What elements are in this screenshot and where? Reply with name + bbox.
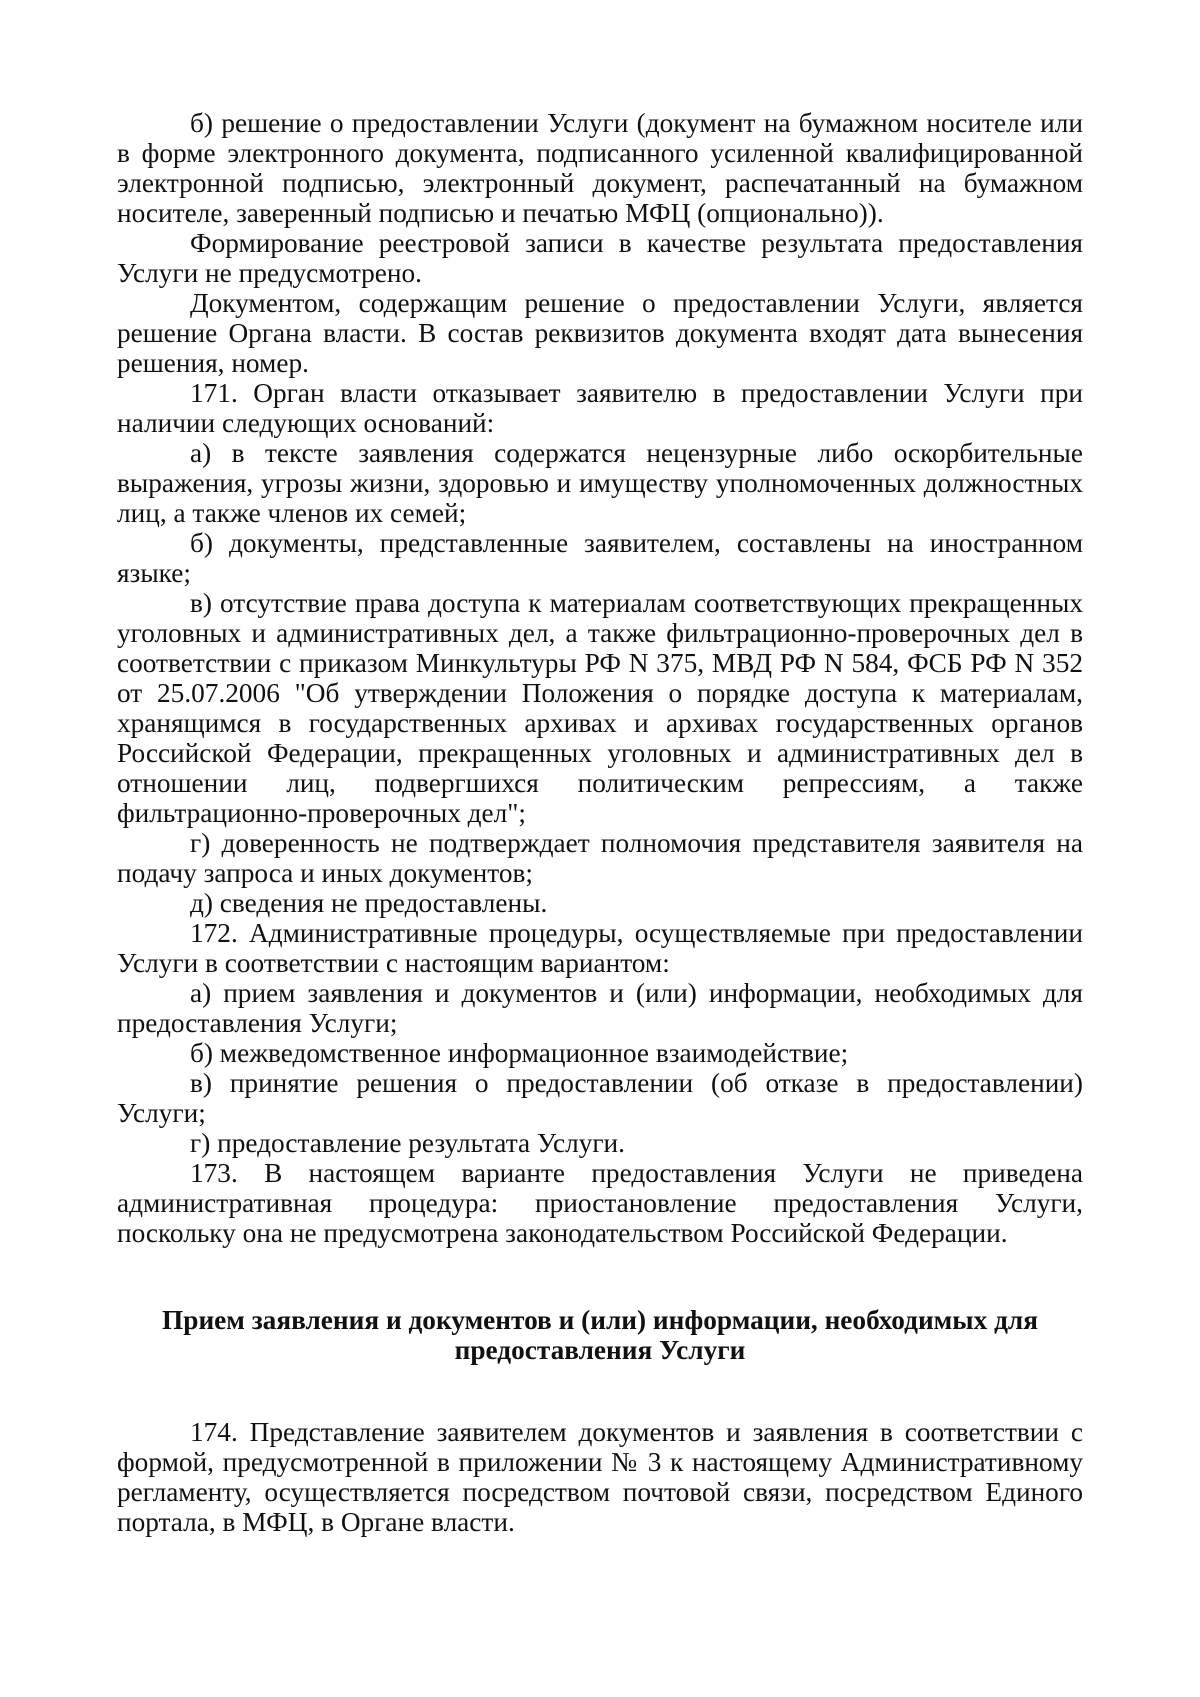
paragraph-172-a: а) прием заявления и документов и (или) информации, необходимых для предоставления Услуги; bbox=[117, 978, 1083, 1038]
section-heading-line-2: предоставления Услуги bbox=[454, 1335, 746, 1365]
paragraph-171-d: д) сведения не предоставлены. bbox=[190, 888, 548, 918]
document-page bbox=[117, 108, 1083, 1537]
paragraph-registry-record: Формирование реестровой записи в качестве результата предоставления Услуги не предусмотрено. bbox=[117, 228, 1083, 288]
paragraph-171-v: в) отсутствие права доступа к материалам соответствующих прекращенных уголовных и административных дел, а также фильтрационно-проверочных дел в соответствии с приказом Минкультуры РФ N 375, МВД РФ N 584, ФСБ РФ N 352 от 25.07.2006 "Об утверждении Положения о порядке доступа к материалам, хранящимся в государственных архивах и архивах государственных органов Российской Федерации, прекращенных уголовных и административных дел в отношении лиц, подвергшихся политическим репрессиям, а также фильтрационно-проверочных дел"; bbox=[117, 588, 1083, 828]
paragraph-decision-document: Документом, содержащим решение о предоставлении Услуги, является решение Органа власти. В состав реквизитов документа входят дата вынесения решения, номер. bbox=[117, 288, 1083, 378]
paragraph-173: 173. В настоящем варианте предоставления Услуги не приведена административная процедура: приостановление предоставления Услуги, поскольку она не предусмотрена законодательством Российской Федерации. bbox=[117, 1158, 1083, 1248]
paragraph-172-v: в) принятие решения о предоставлении (об отказе в предоставлении) Услуги; bbox=[117, 1068, 1083, 1128]
section-heading bbox=[117, 1305, 1083, 1365]
paragraph-171-a: а) в тексте заявления содержатся нецензурные либо оскорбительные выражения, угрозы жизни, здоровью и имуществу уполномоченных должностных лиц, а также членов их семей; bbox=[117, 438, 1083, 528]
section-heading-line-1: Прием заявления и документов и (или) информации, необходимых для bbox=[162, 1305, 1038, 1335]
paragraph-171-b: б) документы, представленные заявителем, составлены на иностранном языке; bbox=[117, 528, 1083, 588]
paragraph-result-decision: б) решение о предоставлении Услуги (документ на бумажном носителе или в форме электронного документа, подписанного усиленной квалифицированной электронной подписью, электронный документ, распечатанный на бумажном носителе, заверенный подписью и печатью МФЦ (опционально)). bbox=[117, 108, 1083, 228]
paragraph-171: 171. Орган власти отказывает заявителю в предоставлении Услуги при наличии следующих оснований: bbox=[117, 378, 1083, 438]
paragraph-174: 174. Представление заявителем документов и заявления в соответствии с формой, предусмотренной в приложении № 3 к настоящему Административному регламенту, осуществляется посредством почтовой связи, посредством Единого портала, в МФЦ, в Органе власти. bbox=[117, 1417, 1083, 1537]
paragraph-172-g: г) предоставление результата Услуги. bbox=[190, 1128, 625, 1158]
paragraph-172-b: б) межведомственное информационное взаимодействие; bbox=[190, 1038, 849, 1068]
paragraph-171-g: г) доверенность не подтверждает полномочия представителя заявителя на подачу запроса и иных документов; bbox=[117, 828, 1083, 888]
paragraph-172: 172. Административные процедуры, осуществляемые при предоставлении Услуги в соответствии с настоящим вариантом: bbox=[117, 918, 1083, 978]
